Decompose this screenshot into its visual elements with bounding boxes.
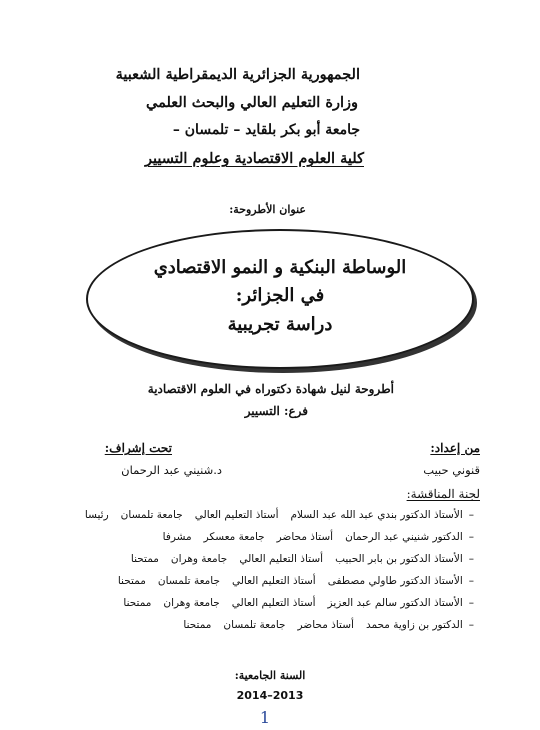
member-rank: أستاذ التعليم العالي — [194, 509, 279, 521]
list-dash: – — [468, 575, 474, 587]
member-name: الدكتور شنيني عبد الرحمان — [345, 531, 463, 543]
committee-label: لجنة المناقشة: — [406, 487, 480, 501]
member-rank: أستاذ التعليم العالي — [239, 553, 324, 565]
member-role: ممتحنا — [183, 619, 212, 631]
member-role: مشرفا — [162, 531, 192, 543]
page-number: 1 — [259, 708, 271, 727]
branch-statement: فرع: التسيير — [244, 404, 308, 418]
member-name: الأستاذ الدكتور بندي عبد الله عبد السلام — [290, 509, 463, 521]
list-dash: – — [468, 531, 474, 543]
member-role: ممتحنا — [123, 597, 152, 609]
member-name: الأستاذ الدكتور سالم عبد العزيز — [327, 597, 463, 609]
member-university: جامعة تلمسان — [223, 619, 286, 631]
member-role: ممتحنا — [130, 553, 159, 565]
header-faculty: كلية العلوم الاقتصادية وعلوم التسيير — [144, 150, 364, 167]
header-republic: الجمهورية الجزائرية الديمقراطية الشعبية — [115, 66, 360, 83]
academic-year-label: السنة الجامعية: — [234, 669, 306, 682]
degree-statement: أطروحة لنيل شهادة دكتوراه في العلوم الاقتصادية — [147, 382, 394, 396]
member-role: رئيسا — [84, 509, 109, 521]
list-dash: – — [468, 553, 474, 565]
member-university: جامعة معسكر — [203, 531, 265, 543]
member-university: جامعة تلمسان — [120, 509, 183, 521]
committee-member — [106, 575, 474, 587]
member-rank: أستاذ محاضر — [276, 531, 334, 543]
member-name: الدكتور بن زاوية محمد — [365, 619, 463, 631]
thesis-title-line-1: الوساطة البنكية و النمو الاقتصادي — [153, 257, 407, 278]
committee-member — [171, 619, 474, 631]
list-dash: – — [468, 597, 474, 609]
member-role: ممتحنا — [117, 575, 146, 587]
member-rank: أستاذ التعليم العالي — [231, 597, 316, 609]
member-rank: أستاذ التعليم العالي — [231, 575, 316, 587]
list-dash: – — [468, 509, 474, 521]
supervisor-name: د.شنيني عبد الرحمان — [121, 463, 222, 477]
member-university: جامعة وهران — [163, 597, 220, 609]
prepared-by-label: من إعداد: — [430, 441, 480, 455]
member-name: الأستاذ الدكتور بن بابر الحبيب — [335, 553, 463, 565]
member-university: جامعة تلمسان — [157, 575, 220, 587]
member-university: جامعة وهران — [170, 553, 228, 565]
thesis-title-line-2: في الجزائر: — [235, 285, 325, 306]
committee-member — [73, 509, 474, 521]
thesis-title-label: عنوان الأطروحة: — [229, 203, 306, 216]
thesis-title-line-3: دراسة تجريبية — [227, 314, 333, 335]
list-dash: – — [468, 619, 474, 631]
committee-member — [151, 531, 474, 543]
academic-year-value: 2014–2013 — [236, 689, 304, 702]
committee-member — [111, 597, 474, 609]
committee-member — [119, 553, 474, 565]
header-university: جامعة أبو بكر بلقايد – تلمسان – — [172, 122, 360, 138]
member-rank: أستاذ محاضر — [297, 619, 354, 631]
member-name: الأستاذ الدكتور طاولي مصطفى — [327, 575, 463, 587]
author-name: قنوني حبيب — [423, 463, 480, 477]
header-ministry: وزارة التعليم العالي والبحث العلمي — [146, 94, 358, 111]
supervisor-label: تحت إشراف: — [104, 441, 172, 455]
